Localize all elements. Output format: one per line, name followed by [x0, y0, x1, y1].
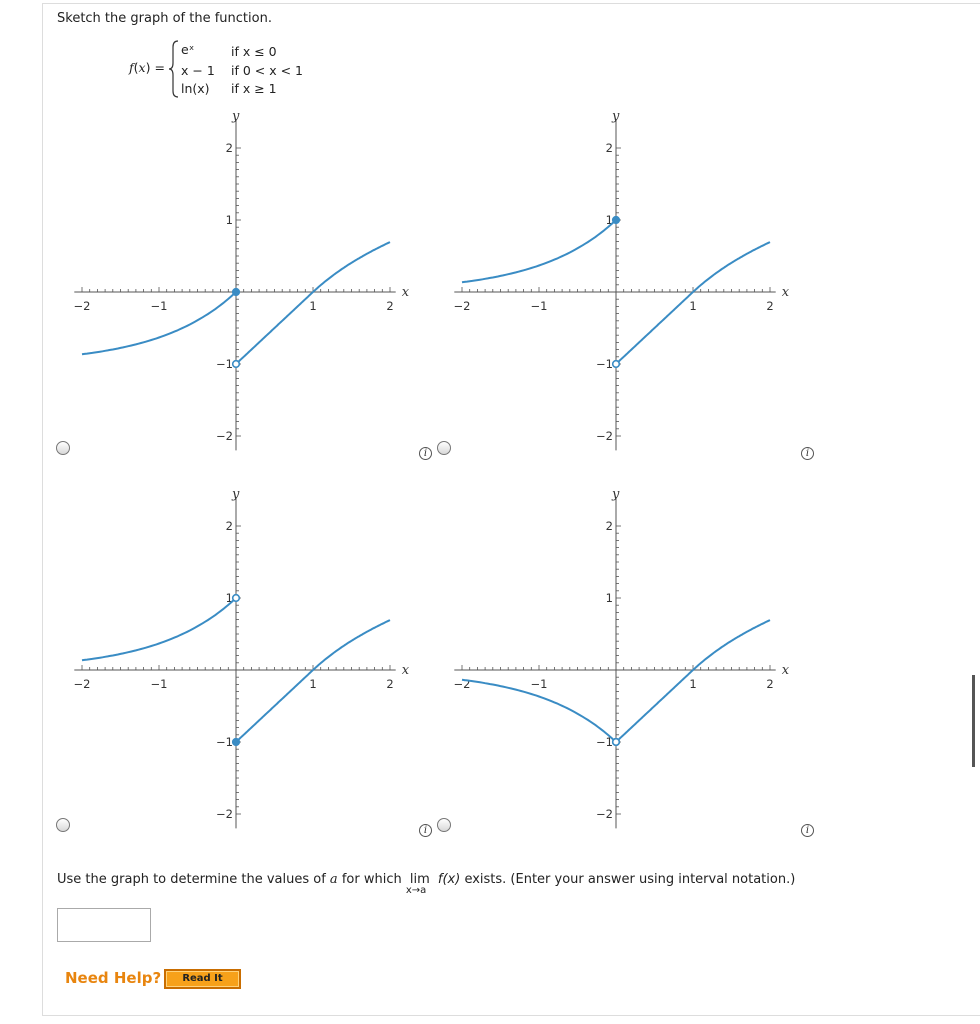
- y-tick-label: 1: [225, 213, 233, 227]
- y-tick-label: 2: [225, 519, 233, 533]
- x-tick-label: −1: [530, 677, 548, 691]
- open-point: [613, 361, 620, 368]
- graph-option-b: [444, 106, 804, 466]
- x-tick-label: 1: [309, 299, 317, 313]
- x-tick-label: 2: [386, 299, 394, 313]
- x-tick-label: −1: [530, 299, 548, 313]
- function-name: f(x) =: [129, 60, 165, 75]
- y-tick-label: 2: [605, 141, 613, 155]
- lim-subscript: x→a: [405, 885, 427, 896]
- x-tick-label: −2: [453, 677, 471, 691]
- x-tick-label: 2: [386, 677, 394, 691]
- piece-2-expr: x − 1: [181, 63, 215, 78]
- closed-point: [233, 289, 240, 296]
- y-tick-label: 1: [225, 591, 233, 605]
- left-brace: [169, 40, 179, 98]
- limit-question-text-2: for which: [341, 872, 402, 887]
- curve-x_minus_1: [616, 292, 693, 364]
- y-tick-label: −2: [596, 807, 613, 821]
- y-tick-label: −2: [596, 429, 613, 443]
- x-axis-label: x: [401, 663, 410, 678]
- y-tick-label: −2: [216, 807, 233, 821]
- radio-option-d[interactable]: [437, 818, 451, 832]
- open-point: [233, 595, 240, 602]
- y-axis-label: y: [612, 109, 620, 124]
- x-tick-label: 2: [766, 299, 774, 313]
- x-tick-label: −1: [150, 677, 168, 691]
- x-tick-label: 1: [689, 299, 697, 313]
- limit-notation: [405, 872, 430, 896]
- scrollbar-thumb[interactable]: [972, 675, 975, 767]
- piece-2-cond: if 0 < x < 1: [231, 63, 303, 78]
- graph-option-c: [64, 484, 424, 844]
- curve-x_minus_1: [236, 292, 313, 364]
- y-tick-label: 1: [605, 213, 613, 227]
- x-tick-label: −2: [453, 299, 471, 313]
- x-tick-label: −2: [73, 299, 91, 313]
- curve-x_minus_1: [616, 670, 693, 742]
- x-tick-label: 1: [689, 677, 697, 691]
- info-icon-d[interactable]: i: [801, 824, 814, 837]
- y-tick-label: −1: [216, 735, 233, 749]
- y-tick-label: 2: [605, 519, 613, 533]
- open-point: [233, 361, 240, 368]
- y-tick-label: −1: [216, 357, 233, 371]
- read-it-button[interactable]: Read It: [164, 969, 241, 989]
- y-tick-label: −1: [596, 357, 613, 371]
- piece-3-cond: if x ≥ 1: [231, 81, 277, 96]
- limit-question: [57, 872, 796, 896]
- limit-variable: a: [329, 872, 338, 887]
- closed-point: [613, 217, 620, 224]
- curve-ln: [313, 242, 390, 292]
- radio-option-b[interactable]: [437, 441, 451, 455]
- curve-ln: [693, 242, 770, 292]
- graph-option-d: [444, 484, 804, 844]
- graph-option-a: [64, 106, 424, 466]
- y-tick-label: 1: [605, 591, 613, 605]
- y-axis-label: y: [232, 487, 240, 502]
- curve-exp: [82, 598, 236, 660]
- need-help-label: Need Help?: [65, 969, 162, 987]
- curve-ln: [693, 620, 770, 670]
- closed-point: [233, 739, 240, 746]
- piece-1-expr: eˣ: [181, 42, 195, 57]
- curve-ln: [313, 620, 390, 670]
- curve-x_minus_1: [236, 670, 313, 742]
- x-axis-label: x: [781, 285, 790, 300]
- info-icon-a[interactable]: i: [419, 447, 432, 460]
- y-axis-label: y: [612, 487, 620, 502]
- open-point: [613, 739, 620, 746]
- curve-exp: [462, 220, 616, 282]
- limit-question-text-1: Use the graph to determine the values of: [57, 872, 326, 887]
- x-tick-label: 2: [766, 677, 774, 691]
- piece-3-expr: ln(x): [181, 81, 210, 96]
- question-prompt: Sketch the graph of the function.: [57, 11, 272, 26]
- radio-option-a[interactable]: [56, 441, 70, 455]
- answer-input[interactable]: [57, 908, 151, 942]
- y-tick-label: −1: [596, 735, 613, 749]
- piece-1-cond: if x ≤ 0: [231, 44, 277, 59]
- x-axis-label: x: [401, 285, 410, 300]
- x-tick-label: −1: [150, 299, 168, 313]
- y-axis-label: y: [232, 109, 240, 124]
- limit-question-text-3: exists. (Enter your answer using interval notation.): [464, 872, 796, 887]
- lim-word: lim: [409, 872, 430, 887]
- y-tick-label: −2: [216, 429, 233, 443]
- limit-function: f(x): [437, 872, 461, 887]
- y-tick-label: 2: [225, 141, 233, 155]
- x-axis-label: x: [781, 663, 790, 678]
- info-icon-b[interactable]: i: [801, 447, 814, 460]
- info-icon-c[interactable]: i: [419, 824, 432, 837]
- radio-option-c[interactable]: [56, 818, 70, 832]
- x-tick-label: −2: [73, 677, 91, 691]
- x-tick-label: 1: [309, 677, 317, 691]
